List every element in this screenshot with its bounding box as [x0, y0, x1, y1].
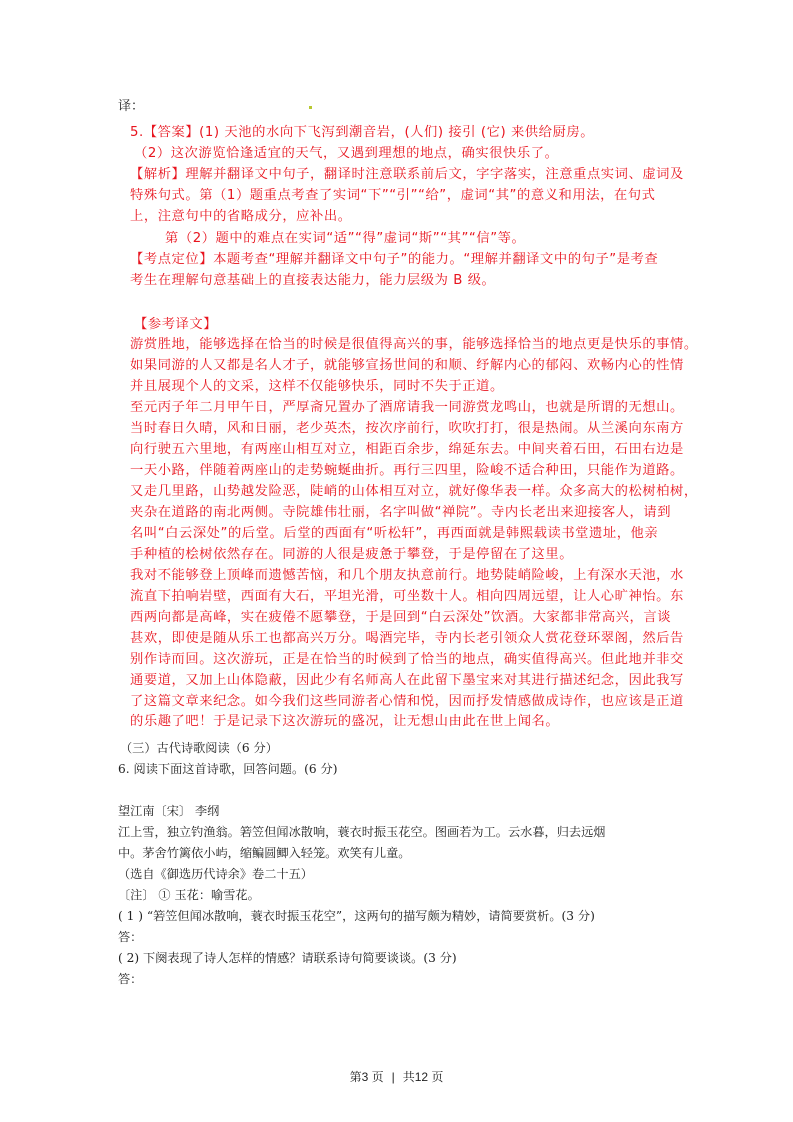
translation-line: 并且展现个人的文采，这样不仅能够快乐，同时不失于正道。	[130, 379, 504, 394]
translation-line: 至元丙子年二月甲午日，严厚斋兄置办了酒席请我一同游赏龙鸣山，也就是所谓的无想山。	[130, 400, 684, 415]
question-6: 6. 阅读下面这首诗歌，回答问题。(6 分)	[118, 762, 338, 776]
page-number: 第3 页	[349, 1070, 384, 1084]
translation-line: 夹杂在道路的南北两侧。寺院雄伟壮丽，名字叫做“禅院”。寺内长老出来迎接客人，请到	[130, 505, 672, 520]
translation-line: 流直下拍响岩壁，西面有大石，平坦光滑，可坐数十人。相向四周远望，让人心旷神怡。东	[130, 589, 684, 604]
translation-line: 手种植的桧树依然存在。同游的人很是疲惫于攀登，于是停留在了这里。	[130, 547, 574, 562]
translation-line: 一天小路，伴随着两座山的走势蜿蜒曲折。再行三四里，险峻不适合种田，只能作为道路。	[130, 463, 684, 478]
analysis-line: 第（2）题中的难点在实词“适”“得”虚词“斯”“其”“信”等。	[165, 231, 526, 246]
translation-line: 当时春日久晴，风和日丽，老少英杰，按次序前行，吹吹打打，很是热闹。从兰溪向东南方	[130, 421, 684, 436]
translation-line: 如果同游的人又都是名人才子，就能够宣扬世间的和顺、纾解内心的郁闷、欢畅内心的性情	[130, 358, 684, 373]
translation-line: 西两向都是高峰，实在疲倦不愿攀登，于是回到“白云深处”饮酒。大家都非常高兴，言谈	[130, 610, 672, 625]
translation-line: 我对不能够登上顶峰而遗憾苦恼，和几个朋友执意前行。地势陡峭险峻，上有深水天池，水	[130, 568, 684, 583]
answer-line: 5.【答案】(1) 天池的水向下飞泻到潮音岩，(人们) 接引 (它) 来供给厨房。	[130, 125, 595, 140]
translation-line: 别作诗而回。这次游玩，正是在恰当的时候到了恰当的地点，确实值得高兴。但此地并非交	[130, 652, 684, 667]
question-6-2: ( 2) 下阕表现了诗人怎样的情感？请联系诗句简要谈谈。(3 分)	[118, 951, 457, 965]
analysis-line: 上，注意句中的省略成分，应补出。	[130, 209, 352, 224]
translation-heading: 【参考译文】	[134, 317, 218, 332]
answer-label: 答：	[118, 930, 143, 944]
analysis-line: 特殊句式。第（1）题重点考查了实词“下”“引”“给”，虚词“其”的意义和用法，在句式	[130, 188, 656, 203]
page-footer	[0, 1068, 793, 1085]
translation-line: 的乐趣了吧！于是记录下这次游玩的盛况，让无想山由此在世上闻名。	[130, 714, 560, 729]
translation-line: 通要道，又加上山体隐蔽，因此少有名师高人在此留下墨宝来对其进行描述纪念，因此我写	[130, 673, 684, 688]
question-6-1: ( 1 ) “箬笠但闻冰散响，蓑衣时振玉花空”，这两句的描写颇为精妙，请简要赏析。(3 分)	[118, 909, 595, 923]
translation-line: 向行驶五六里地，有两座山相互对立，相距百余步，绵延东去。中间夹着石田，石田右边是	[130, 442, 684, 457]
translation-line: 甚欢，即使是随从乐工也都高兴万分。喝酒完毕，寺内长老引领众人赏花登环翠阁，然后告	[130, 631, 684, 646]
poem-note: 〔注〕 ① 玉花：喻雪花。	[118, 888, 260, 902]
answer-label: 答：	[118, 972, 143, 986]
poem-line: 江上雪，独立钓渔翁。箬笠但闻冰散响，蓑衣时振玉花空。图画若为工。云水暮，归去远烟	[118, 825, 606, 839]
stray-mark	[309, 106, 312, 109]
translation-line: 游赏胜地，能够选择在恰当的时候是很值得高兴的事，能够选择恰当的地点更是快乐的事情。	[130, 337, 698, 352]
answer-line: （2）这次游览恰逢适宜的天气，又遇到理想的地点，确实很快乐了。	[134, 146, 559, 161]
translation-line: 又走几里路，山势越发险恶，陡峭的山体相互对立，就好像华表一样。众多高大的松树柏树，	[130, 484, 698, 499]
section-heading: （三）古代诗歌阅读（6 分）	[120, 741, 278, 755]
translation-line: 名叫“白云深处”的后堂。后堂的西面有“听松轩”，再西面就是韩熙载读书堂遗址，他亲	[130, 526, 659, 541]
key-point-line: 考生在理解句意基础上的直接表达能力，能力层级为 B 级。	[130, 273, 496, 288]
poem-title: 望江南〔宋〕 李纲	[118, 804, 220, 818]
translation-line: 了这篇文章来纪念。如今我们这些同游者心情和悦，因而抒发情感做成诗作，也应该是正道	[130, 694, 684, 709]
footer-separator: |	[391, 1070, 395, 1084]
analysis-line: 【解析】理解并翻译文中句子，翻译时注意联系前后文，字字落实，注意重点实词、虚词及	[130, 167, 684, 182]
poem-source: （选自《御选历代诗余》卷二十五）	[118, 867, 313, 881]
translate-label: 译：	[118, 99, 145, 114]
key-point-line: 【考点定位】本题考查“理解并翻译文中句子”的能力。“理解并翻译文中的句子”是考查	[130, 252, 659, 267]
poem-line: 中。茅舍竹篱依小屿，缩鳊圆鲫入轻笼。欢笑有儿童。	[118, 846, 411, 860]
page-total: 共12 页	[402, 1070, 444, 1084]
